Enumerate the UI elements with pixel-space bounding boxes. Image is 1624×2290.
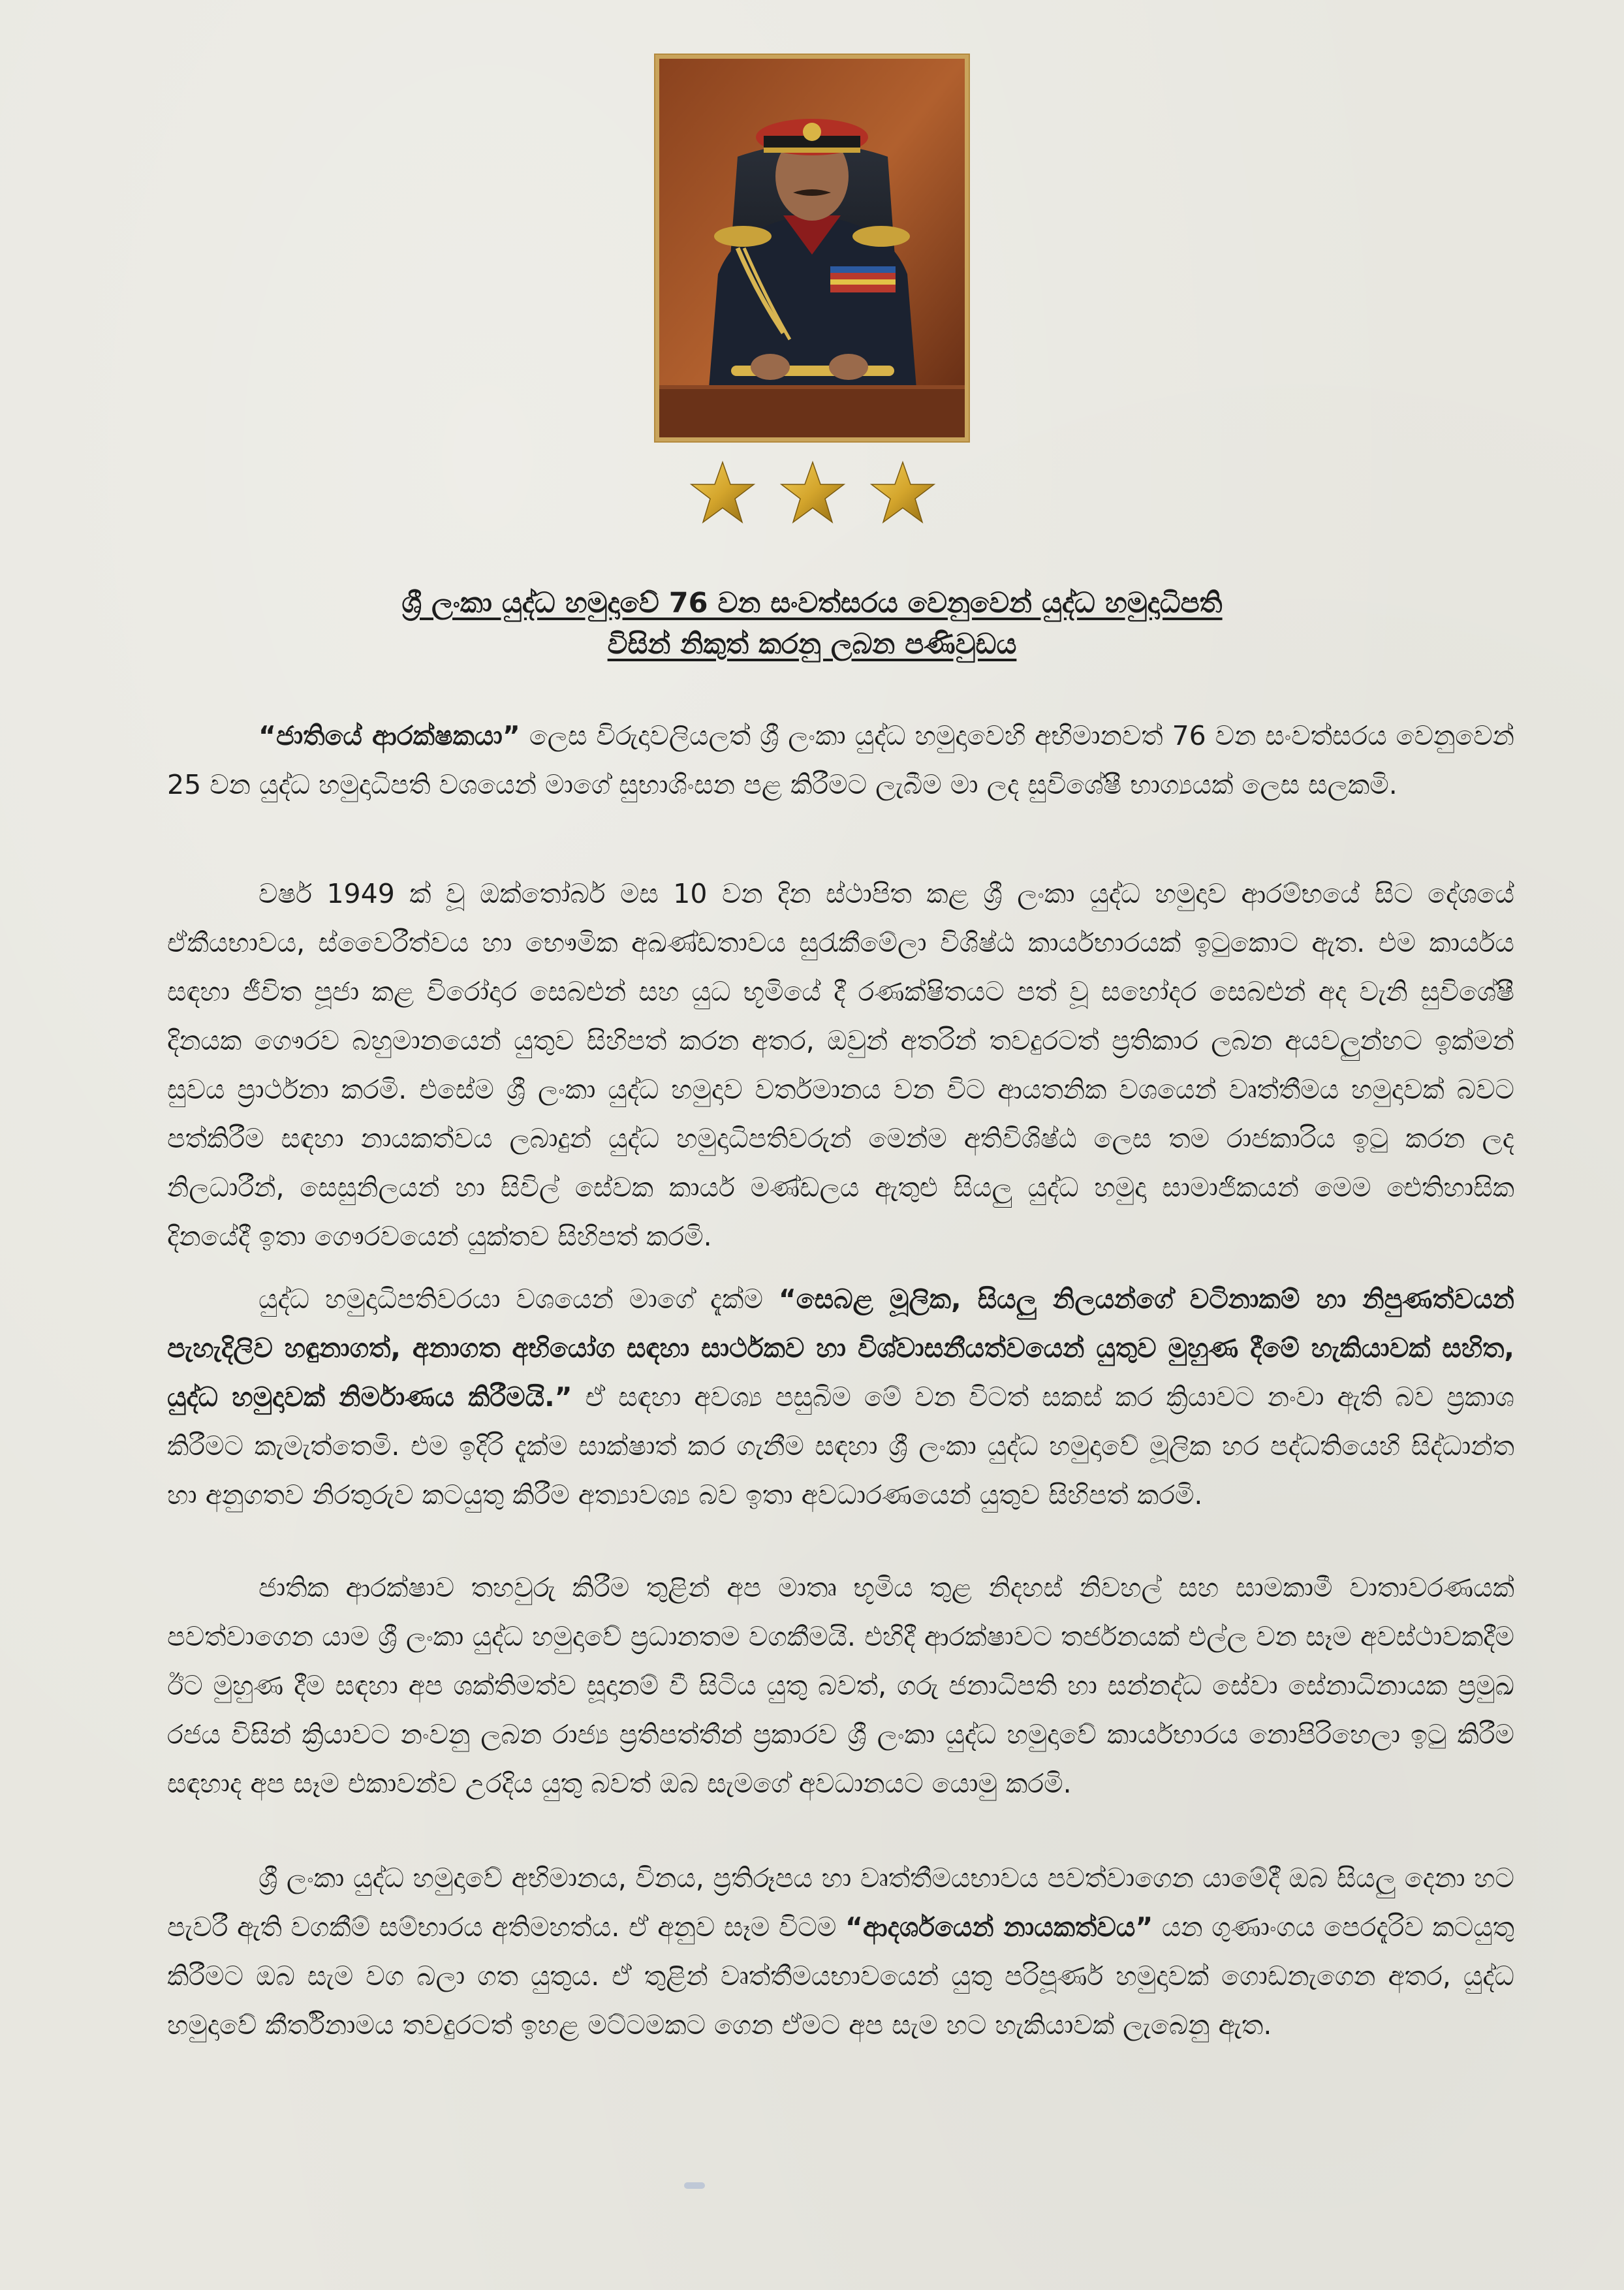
paragraph-5-text-rest: යන ගුණාංගය පෙරදැරිව කටයුතු කිරීමට ඔබ සැම වග බලා ගත යුතුය. ඒ තුළින් වෘත්තීමයභාවයෙන් යුතු පරිපූර්ණ හමුදාවක් ගොඩනැගෙන අතර, යුද්ධ හමුදාවේ කීර්තිනාමය තවදුරටත් ඉහළ මට්ටමකට ගෙන ඒමට අප සැම හට හැකියාවක් ලැබෙනු ඇත. bbox=[167, 1911, 1515, 2041]
star-icon bbox=[781, 462, 844, 522]
paragraph-3 bbox=[167, 1275, 1514, 1520]
paragraph-5-text-start: ශ්‍රී ලංකා යුද්ධ හමුදාවේ අභිමානය, විනය, ප්‍රතිරූපය හා වෘත්තීමයභාවය පවත්වාගෙන යාමේදී ඔබ සියලු දෙනා හට පැවරී ඇති වගකීම් සම්භාරය අතිමහත්ය. ඒ අනුව සෑම විටම bbox=[167, 1862, 1514, 1943]
portrait-frame bbox=[655, 55, 969, 441]
paragraph-1-text: ලෙස විරුදාවලියලත් ශ්‍රී ලංකා යුද්ධ හමුදාවෙහි අභිමානවත් 76 වන සංවත්සරය වෙනුවෙන් 25 වන යුද්ධ හමුදාධිපති වශයෙන් මාගේ සුභාශිංසන පළ කිරීමට ලැබීම මා ලද සුවිශේෂී භාග්‍යයක් ලෙස සලකමි. bbox=[167, 720, 1514, 800]
paragraph-3-text-start: යුද්ධ හමුදාධිපතිවරයා වශයෙන් මාගේ දැක්ම bbox=[258, 1283, 779, 1315]
portrait-illustration bbox=[659, 59, 965, 437]
message-title-line-2: විසින් නිකුත් කරනු ලබන පණිවුඩය bbox=[607, 628, 1017, 661]
stars-svg bbox=[685, 457, 940, 529]
paragraph-5-bold: “ආදර්ශයෙන් නායකත්වය” bbox=[845, 1911, 1153, 1943]
ink-smudge bbox=[684, 2182, 705, 2189]
paragraph-1-bold: “ජාතියේ ආරක්ෂකයා” bbox=[258, 720, 520, 751]
paragraph-1 bbox=[167, 712, 1514, 809]
three-gold-stars-icon bbox=[685, 457, 940, 529]
paragraph-4: ජාතික ආරක්ෂාව තහවුරු කිරීම තුළින් අප මාතෘ භූමිය තුළ නිදහස් නිවහල් සහ සාමකාමී වාතාවරණයක් පවත්වාගෙන යාම ශ්‍රී ලංකා යුද්ධ හමුදාවේ ප්‍රධානතම වගකීමයි. එහිදී ආරක්ෂාවට තර්ජනයක් එල්ල වන සෑම අවස්ථාවකදීම ඊට මුහුණ දීම සඳහා අප ශක්තිමත්ව සූදානම් වී සිටිය යුතු බවත්, ගරු ජනාධිපති හා සන්නද්ධ සේවා සේනාධිනායක ප්‍රමුඛ රජය විසින් ක්‍රියාවට නංවනු ලබන රාජ්‍ය ප්‍රතිපත්තීන් ප්‍රකාරව ශ්‍රී ලංකා යුද්ධ හමුදාවේ කාර්යභාරය නොපිරිහෙලා ඉටු කිරීම සඳහාද අප සෑම එකාවන්ව උරදිය යුතු බවත් ඔබ සැමගේ අවධානයට යොමු කරමි. bbox=[167, 1572, 1514, 1799]
message-title-line-1: ශ්‍රී ලංකා යුද්ධ හමුදාවේ 76 වන සංවත්සරය වෙනුවෙන් යුද්ධ හමුදාධිපති bbox=[401, 587, 1223, 620]
paragraph-5 bbox=[167, 1854, 1514, 2050]
army-commander-portrait-icon bbox=[659, 59, 965, 437]
paragraph-3-vision-bold: “සෙබළ මූලික, සියලු නිලයන්ගේ වටිනාකම් හා නිපුණත්වයන් පැහැදිලිව හඳුනාගත්, අනාගත අභියෝග සඳහා සාර්ථකව හා විශ්වාසනීයත්වයෙන් යුතුව මුහුණ දීමේ හැකියාවක් සහිත, යුද්ධ හමුදාවක් නිර්මාණය කිරීමයි.” bbox=[167, 1283, 1514, 1413]
star-icon bbox=[871, 462, 934, 522]
paragraph-2: වර්ෂ 1949 ක් වූ ඔක්තෝබර් මස 10 වන දින ස්ථාපිත කළ ශ්‍රී ලංකා යුද්ධ හමුදාව ආරම්භයේ සිට දේශයේ ඒකීයභාවය, ස්වෛරීත්වය හා භෞමික අඛණ්ඩතාවය සුරැකීමේලා විශිෂ්ඨ කාර්යභාරයක් ඉටුකොට ඇත. එම කාර්යය සඳහා ජීවිත පූජා කළ විරෝදාර සෙබළුන් සහ යුධ භූමියේ දී රණක්ෂිතයට පත් වූ සහෝදර සෙබළුන් අද වැනි සුවිශේෂී දිනයක ගෞරව බහුමානයෙන් යුතුව සිහිපත් කරන අතර, ඔවුන් අතරින් තවදුරටත් ප්‍රතිකාර ලබන අයවලුන්හට ඉක්මන් සුවය ප්‍රාර්ථනා කරමි. එසේම ශ්‍රී ලංකා යුද්ධ හමුදාව වර්තමානය වන විට ආයතනික වශයෙන් වෘත්තීමය හමුදාවක් බවට පත්කිරීම සඳහා නායකත්වය ලබාදුන් යුද්ධ හමුදාධිපතිවරුන් මෙන්ම අතිවිශිෂ්ඨ ලෙස තම රාජකාරිය ඉටු කරන ලද නිලධාරීන්, සෙසුනිලයන් හා සිවිල් සේවක කාර්ය මණ්ඩලය ඇතුළු සියලු යුද්ධ හමුදා සාමාජිකයන් මෙම ඓතිහාසික දිනයේදී ඉතා ගෞරවයෙන් යුක්තව සිහිපත් කරමි. bbox=[167, 878, 1514, 1252]
star-icon bbox=[691, 462, 754, 522]
paragraph-3-text-rest: ඒ සඳහා අවශ්‍ය පසුබිම මේ වන විටත් සකස් කර ක්‍රියාවට නංවා ඇති බව ප්‍රකාශ කිරීමට කැමැත්තෙමි. එම ඉදිරි දැක්ම සාක්ෂාත් කර ගැනීම සඳහා ශ්‍රී ලංකා යුද්ධ හමුදාවේ මූලික හර පද්ධතියෙහි සිද්ධාන්ත හා අනුගතව නිරතුරුව කටයුතු කිරීම අත්‍යාවශ්‍ය බව ඉතා අවධාරණයෙන් යුතුව සිහිපත් කරමි. bbox=[167, 1381, 1514, 1511]
